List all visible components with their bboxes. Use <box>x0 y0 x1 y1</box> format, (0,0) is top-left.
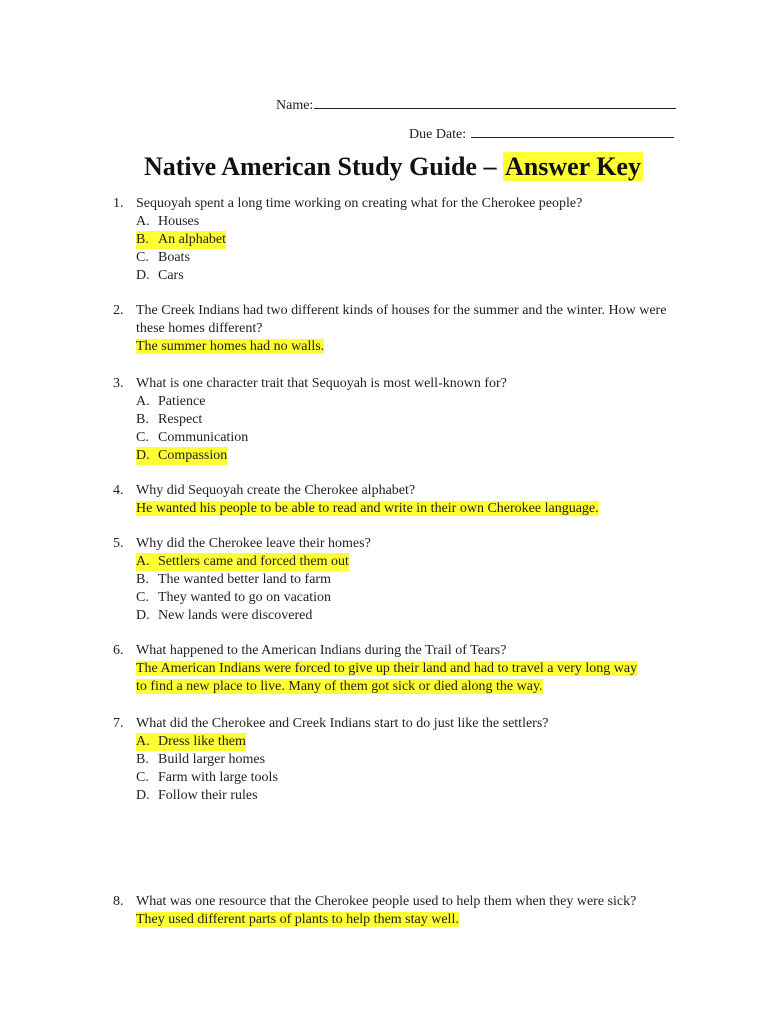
due-date-field-line <box>409 124 674 143</box>
question-text: Why did the Cherokee leave their homes? <box>136 536 371 551</box>
question-4 <box>113 482 693 518</box>
question-number: 8. <box>113 894 124 909</box>
question-text: Why did Sequoyah create the Cherokee alphabet? <box>136 483 416 498</box>
answer: He wanted his people to be able to read and write in their own Cherokee language. <box>136 501 599 516</box>
option-a: A. Patience <box>136 394 206 409</box>
title-answer-key: Answer Key <box>504 152 641 181</box>
question-text: What happened to the American Indians during the Trail of Tears? <box>136 643 507 658</box>
option-c: C. Farm with large tools <box>136 770 278 785</box>
option-d: D. New lands were discovered <box>136 608 313 623</box>
option-b: B. The wanted better land to farm <box>136 572 331 587</box>
question-number: 7. <box>113 716 124 731</box>
question-number: 4. <box>113 483 124 498</box>
question-text: What did the Cherokee and Creek Indians start to do just like the settlers? <box>136 716 549 731</box>
title-main: Native American Study Guide – <box>144 152 503 181</box>
option-a: A. Houses <box>136 214 200 229</box>
question-5 <box>113 535 693 625</box>
answer: The summer homes had no walls. <box>136 339 325 354</box>
page-title <box>144 150 643 184</box>
option-a-correct: A. Settlers came and forced them out <box>136 554 349 569</box>
due-date-blank <box>471 124 674 138</box>
question-number: 2. <box>113 303 124 318</box>
name-blank <box>314 95 676 109</box>
option-b: B. Respect <box>136 412 203 427</box>
name-field-line <box>276 95 676 114</box>
options-list <box>136 553 693 625</box>
question-number: 6. <box>113 643 124 658</box>
question-text: The Creek Indians had two different kinds of houses for the summer and the winter. How were these homes different? <box>136 303 667 336</box>
option-d-correct: D. Compassion <box>136 448 228 463</box>
answer-line-1: The American Indians were forced to give up their land and had to travel a very long way <box>136 661 638 676</box>
option-d: D. Cars <box>136 268 184 283</box>
option-c: C. Communication <box>136 430 249 445</box>
options-list <box>136 393 693 465</box>
option-b: B. Build larger homes <box>136 752 266 767</box>
option-d: D. Follow their rules <box>136 788 258 803</box>
question-number: 3. <box>113 376 124 391</box>
question-text: What is one character trait that Sequoyah is most well-known for? <box>136 376 507 391</box>
answer-line-2: to find a new place to live. Many of them got sick or died along the way. <box>136 679 543 694</box>
answer: They used different parts of plants to help them stay well. <box>136 912 459 927</box>
option-b-correct: B. An alphabet <box>136 232 227 247</box>
question-7 <box>113 715 693 805</box>
question-8 <box>113 893 693 929</box>
question-text: Sequoyah spent a long time working on creating what for the Cherokee people? <box>136 196 583 211</box>
options-list <box>136 213 693 285</box>
question-2 <box>113 302 693 356</box>
question-6 <box>113 642 693 696</box>
option-a-correct: A. Dress like them <box>136 734 246 749</box>
question-1 <box>113 195 693 285</box>
name-label: Name: <box>276 98 314 113</box>
due-date-label: Due Date: <box>409 127 467 142</box>
option-c: C. They wanted to go on vacation <box>136 590 332 605</box>
options-list <box>136 733 693 805</box>
question-number: 5. <box>113 536 124 551</box>
option-c: C. Boats <box>136 250 190 265</box>
question-3 <box>113 375 693 465</box>
question-text: What was one resource that the Cherokee people used to help them when they were sick? <box>136 894 637 909</box>
question-number: 1. <box>113 196 124 211</box>
